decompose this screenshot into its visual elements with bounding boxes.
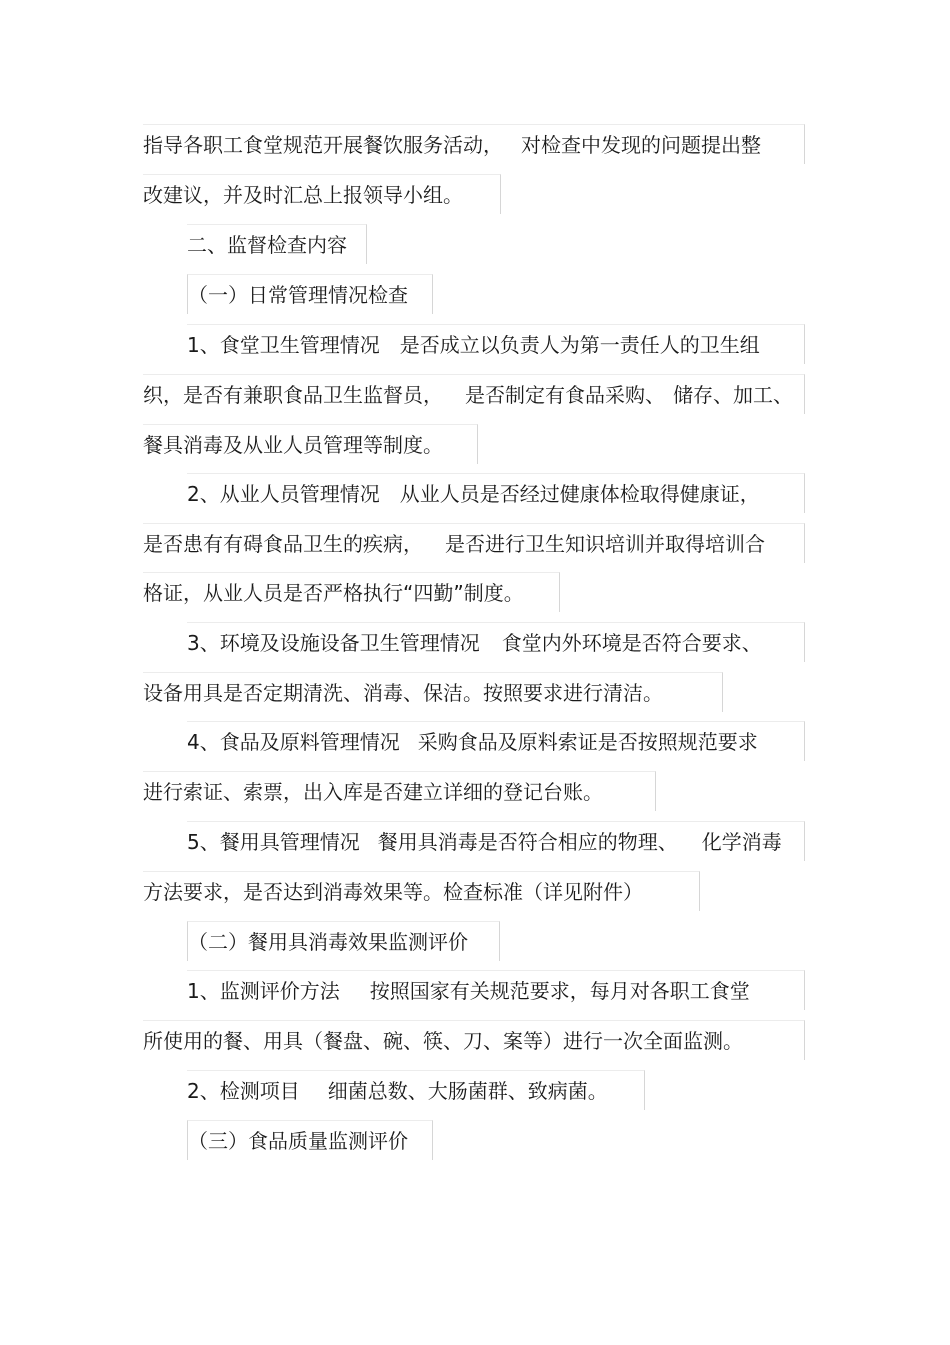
text-segment: 餐具消毒及从业人员管理等制度。 bbox=[143, 433, 443, 457]
heading-text: （二）餐用具消毒效果监测评价 bbox=[188, 930, 468, 954]
text-segment: 是否成立以负责人为第一责任人的卫生组 bbox=[399, 333, 760, 357]
paragraph-line bbox=[143, 374, 805, 414]
text-segment: 从业人员是否经过健康体检取得健康证， bbox=[399, 482, 760, 506]
paragraph-line bbox=[143, 523, 805, 563]
paragraph-line bbox=[143, 124, 805, 164]
paragraph-line bbox=[187, 473, 805, 513]
paragraph-line bbox=[143, 771, 656, 811]
text-segment: 1、食堂卫生管理情况 bbox=[187, 333, 380, 357]
text-segment: 所使用的餐、用具（餐盘、碗、筷、刀、案等）进行一次全面监测。 bbox=[143, 1029, 743, 1053]
text-segment: 4、食品及原料管理情况 bbox=[187, 730, 400, 754]
heading-text: （三）食品质量监测评价 bbox=[188, 1129, 408, 1153]
paragraph-line bbox=[143, 871, 700, 911]
paragraph-line bbox=[143, 572, 560, 612]
text-segment: 细菌总数、大肠菌群、致病菌。 bbox=[327, 1079, 608, 1103]
paragraph-line bbox=[187, 721, 805, 761]
paragraph-line bbox=[143, 424, 478, 464]
subsection-heading bbox=[187, 921, 500, 961]
text-segment: 化学消毒 bbox=[701, 830, 782, 854]
text-segment: 按照国家有关规范要求，每月对各职工食堂 bbox=[369, 979, 750, 1003]
text-segment: 餐用具消毒是否符合相应的物理、 bbox=[377, 830, 678, 854]
text-segment: 储存、加工、 bbox=[673, 383, 793, 407]
subsection-heading bbox=[187, 1120, 433, 1160]
text-segment: 方法要求，是否达到消毒效果等。检查标准（详见附件） bbox=[143, 880, 643, 904]
text-segment: 设备用具是否定期清洗、消毒、保洁。按照要求进行清洁。 bbox=[143, 681, 663, 705]
heading-text: 二、监督检查内容 bbox=[187, 233, 347, 257]
text-segment: 2、检测项目 bbox=[187, 1079, 300, 1103]
section-heading bbox=[187, 224, 367, 264]
text-segment: 进行索证、索票，出入库是否建立详细的登记台账。 bbox=[143, 780, 603, 804]
text-segment: 1、监测评价方法 bbox=[187, 979, 340, 1003]
text-segment: 是否患有有碍食品卫生的疾病， bbox=[143, 532, 423, 556]
text-segment: 指导各职工食堂规范开展餐饮服务活动， bbox=[143, 133, 503, 157]
text-segment: 是否制定有食品采购、 bbox=[465, 383, 665, 407]
text-segment: 格证，从业人员是否严格执行“四勤”制度。 bbox=[143, 581, 524, 605]
text-segment: 3、环境及设施设备卫生管理情况 bbox=[187, 631, 480, 655]
text-segment: 对检查中发现的问题提出整 bbox=[521, 133, 761, 157]
text-segment: 织，是否有兼职食品卫生监督员， bbox=[143, 383, 443, 407]
paragraph-line bbox=[187, 622, 805, 662]
paragraph-line bbox=[187, 821, 805, 861]
subsection-heading bbox=[187, 274, 433, 314]
text-segment: 食堂内外环境是否符合要求、 bbox=[501, 631, 762, 655]
paragraph-line bbox=[143, 174, 501, 214]
paragraph-line bbox=[143, 1020, 805, 1060]
text-segment: 5、餐用具管理情况 bbox=[187, 830, 360, 854]
text-segment: 采购食品及原料索证是否按照规范要求 bbox=[417, 730, 758, 754]
paragraph-line bbox=[187, 1070, 645, 1110]
text-segment: 2、从业人员管理情况 bbox=[187, 482, 380, 506]
text-segment: 改建议，并及时汇总上报领导小组。 bbox=[143, 183, 463, 207]
paragraph-line bbox=[187, 970, 805, 1010]
heading-text: （一）日常管理情况检查 bbox=[188, 283, 408, 307]
paragraph-line bbox=[143, 672, 723, 712]
paragraph-line bbox=[187, 324, 805, 364]
text-segment: 是否进行卫生知识培训并取得培训合 bbox=[445, 532, 765, 556]
